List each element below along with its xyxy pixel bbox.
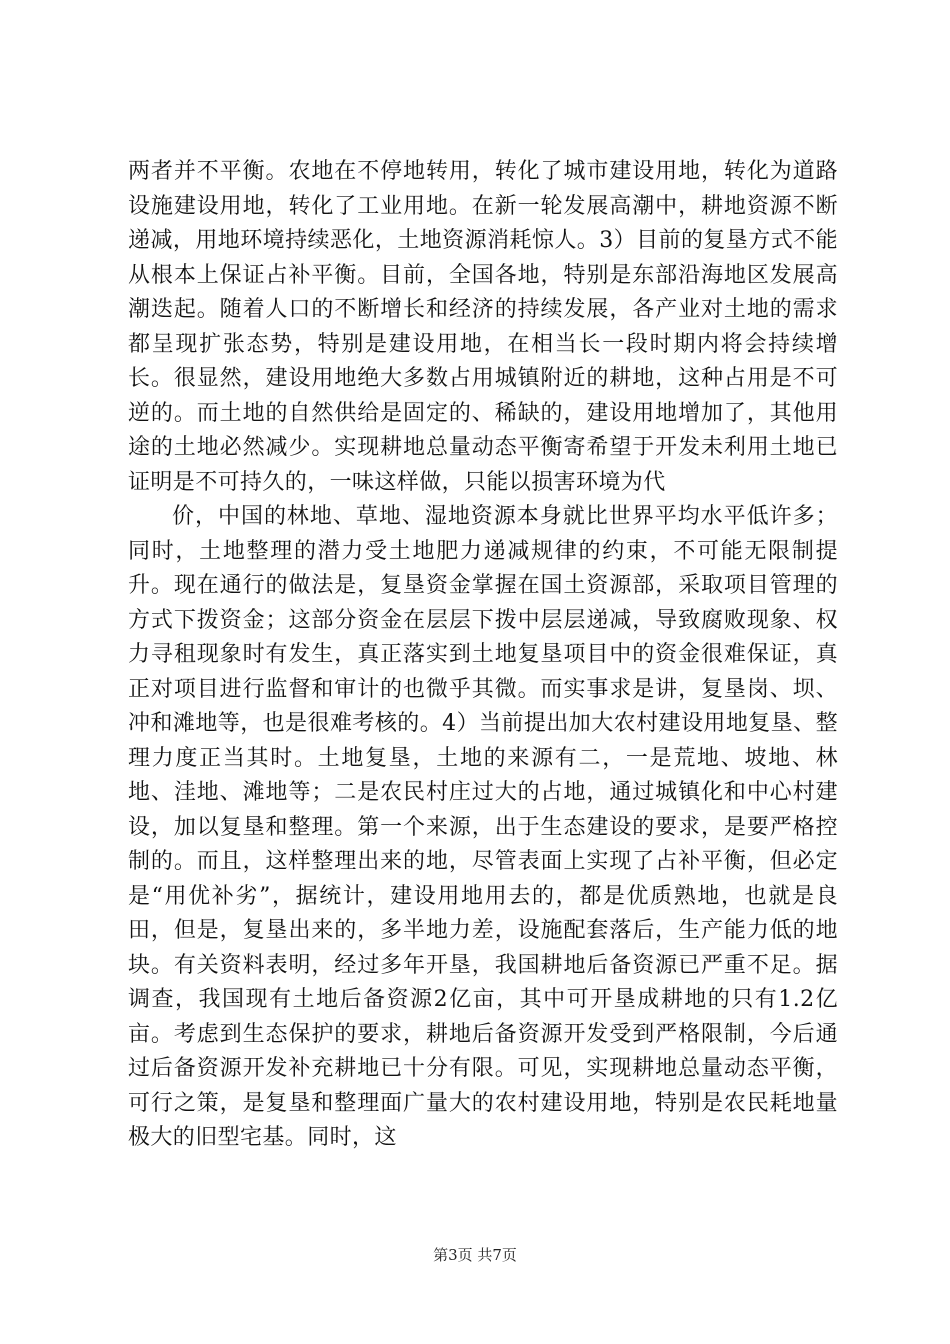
page-number-label: 第3页 共7页 <box>433 1246 517 1264</box>
page-footer <box>0 1245 950 1265</box>
paragraph-2: 价，中国的林地、草地、湿地资源本身就比世界平均水平低许多；同时，土地整理的潜力受土地肥力递减规律的约束，不可能无限制提升。现在通行的做法是，复垦资金掌握在国土资源部，采取项目管理的方式下拨资金；这部分资金在层层下拨中层层递减，导致腐败现象、权力寻租现象时有发生，真正落实到土地复垦项目中的资金很难保证，真正对项目进行监督和审计的也微乎其微。而实事求是讲，复垦岗、坝、冲和滩地等，也是很难考核的。4）当前提出加大农村建设用地复垦、整理力度正当其时。土地复垦，土地的来源有二，一是荒地、坡地、林地、洼地、滩地等；二是农民村庄过大的占地，通过城镇化和中心村建设，加以复垦和整理。第一个来源，出于生态建设的要求，是要严格控制的。而且，这样整理出来的地，尽管表面上实现了占补平衡，但必定是“用优补劣”，据统计，建设用地用去的，都是优质熟地，也就是良田，但是，复垦出来的，多半地力差，设施配套落后，生产能力低的地块。有关资料表明，经过多年开垦，我国耕地后备资源已严重不足。据调查，我国现有土地后备资源2亿亩，其中可开垦成耕地的只有1.2亿亩。考虑到生态保护的要求，耕地后备资源开发受到严格限制，今后通过后备资源开发补充耕地已十分有限。可见，实现耕地总量动态平衡，可行之策，是复垦和整理面广量大的农村建设用地，特别是农民耗地量极大的旧型宅基。同时，这 <box>128 504 838 1150</box>
paragraph-1: 两者并不平衡。农地在不停地转用，转化了城市建设用地，转化为道路设施建设用地，转化了工业用地。在新一轮发展高潮中，耕地资源不断递减，用地环境持续恶化，土地资源消耗惊人。3）目前的复垦方式不能从根本上保证占补平衡。目前，全国各地，特别是东部沿海地区发展高潮迭起。随着人口的不断增长和经济的持续发展，各产业对土地的需求都呈现扩张态势，特别是建设用地，在相当长一段时期内将会持续增长。很显然，建设用地绝大多数占用城镇附近的耕地，这种占用是不可逆的。而土地的自然供给是固定的、稀缺的，建设用地增加了，其他用途的土地必然减少。实现耕地总量动态平衡寄希望于开发未利用土地已证明是不可持久的，一味这样做，只能以损害环境为代 <box>128 159 838 495</box>
body-text <box>128 155 838 1156</box>
